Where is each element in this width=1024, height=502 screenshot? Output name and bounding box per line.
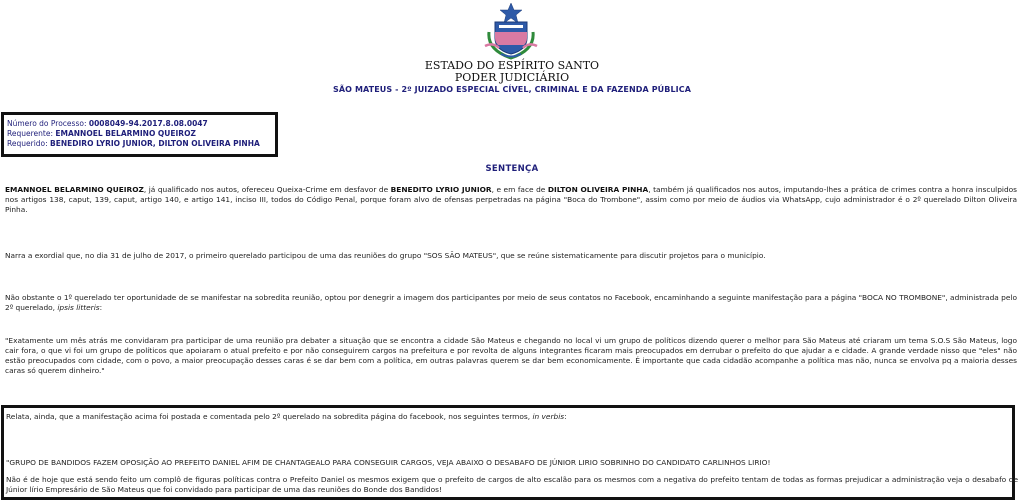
plaintiff-value: EMANNOEL BELARMINO QUEIROZ	[55, 129, 196, 138]
paragraph-text: Relata, ainda, que a manifestação acima foi postada e comentada pelo 2º querelado na sobredita página do facebook, nos seguintes termos,	[6, 412, 533, 421]
header-court: SÃO MATEUS - 2º JUIZADO ESPECIAL CÍVEL, CRIMINAL E DA FAZENDA PÚBLICA	[333, 85, 691, 94]
paragraph-text: Não obstante o 1º querelado ter oportunidade de se manifestar na sobredita reunião, optou por denegrir a imagem dos participantes por meio de seus contatos no Facebook, encaminhando a seguinte manifestação para a página "BOCA NO TROMBONE", administrada pelo 2º querelado,	[5, 293, 1017, 312]
process-number-row	[7, 119, 275, 129]
defendant-label: Requerido:	[7, 139, 51, 148]
party-name: DILTON OLIVEIRA PINHA	[547, 185, 649, 194]
process-number-label: Número do Processo:	[7, 119, 89, 128]
paragraph-text: :	[564, 412, 567, 421]
process-number-value: 0008049-94.2017.8.08.0047	[88, 119, 208, 128]
paragraph-2: Narra a exordial que, no dia 31 de julho de 2017, o primeiro querelado participou de uma das reuniões do grupo "SOS SÃO MATEUS", que se reúne sistematicamente para discutir projetos para o município.	[5, 251, 766, 260]
header-judiciary: PODER JUDICIÁRIO	[454, 71, 570, 84]
latin-term: ipsis litteris	[57, 303, 100, 312]
header-state: ESTADO DO ESPÍRITO SANTO	[424, 59, 600, 72]
party-name: BENEDITO LYRIO JUNIOR	[390, 185, 492, 194]
paragraph-text: :	[99, 303, 103, 312]
paragraph-text: , também já qualificados nos autos, imputando-lhes a prática de crimes contra a honra insculpidos nos artigos 138, caput, 139, caput, artigo 140, e artigo 141, inciso III, todos do Código Penal, porque foram alvo de ofensas perpetradas na página "Boca do Trombone", assim como por meio de áudios via WhatsApp, cujo administrador é o 2º querelado Dilton Oliveira Pinha.	[5, 185, 1018, 214]
plaintiff-row	[7, 129, 275, 139]
party-name: EMANNOEL BELARMINO QUEIROZ	[5, 185, 144, 194]
paragraph-text: , já qualificado nos autos, ofereceu Queixa-Crime em desfavor de	[143, 185, 391, 194]
espirito-santo-coat-of-arms-icon	[479, 2, 543, 60]
document-title: SENTENÇA	[485, 164, 539, 174]
paragraph-text: , e em face de	[491, 185, 548, 194]
quoted-comment: Não é de hoje que está sendo feito um complô de figuras políticas contra o Prefeito Daniel os mesmos exigem que o prefeito de cargos de alto escalão para os mesmos com a negativa do prefeito tentam de todas as formas prejudicar a administração veja o desabafo de Júnior lírio Empresário de São Mateus que foi convidado para participar de uma das reuniões do Bonde dos Bandidos!	[6, 475, 1018, 494]
quoted-headline: "GRUPO DE BANDIDOS FAZEM OPOSIÇÃO AO PREFEITO DANIEL AFIM DE CHANTAGEALO PARA CONSEGUIR CARGOS, VEJA ABAIXO O DESABAFO DE JÚNIOR LIRIO SOBRINHO DO CANDIDATO CARLINHOS LIRIO!	[6, 458, 771, 467]
paragraph-5	[6, 412, 1018, 422]
plaintiff-label: Requerente:	[7, 129, 56, 138]
paragraph-3	[5, 293, 1017, 313]
quoted-post: "Exatamente um mês atrás me convidaram pra participar de uma reunião pra debater a situação que se encontra a cidade São Mateus e chegando no local vi um grupo de políticos dizendo querer o melhor para São Mateus até criaram um tema S.O.S São Mateus, logo cair fora, o que vi foi um grupo de políticos que apoiaram o atual prefeito e por não conseguirem cargos na prefeitura e por revolta de alguns integrantes ficaram mais preocupados em derrubar o prefeito do que ajudar a e cidade. A grande verdade nisso que "eles" não estão preocupados com cidade, com o povo, a maior preocupação desses caras é se dar bem com a política, em outras palavras querem se dar bem economicamente. É importante que cada cidadão acompanhe a política mas não, nunca se envolva pq a maioria desses caras só querem dinheiro."	[5, 336, 1017, 375]
latin-term: in verbis	[532, 412, 565, 421]
paragraph-1	[5, 185, 1017, 215]
defendant-row	[7, 139, 275, 149]
defendant-value: BENEDIRO LYRIO JUNIOR, DILTON OLIVEIRA PINHA	[50, 139, 260, 148]
process-info-box	[1, 112, 278, 157]
